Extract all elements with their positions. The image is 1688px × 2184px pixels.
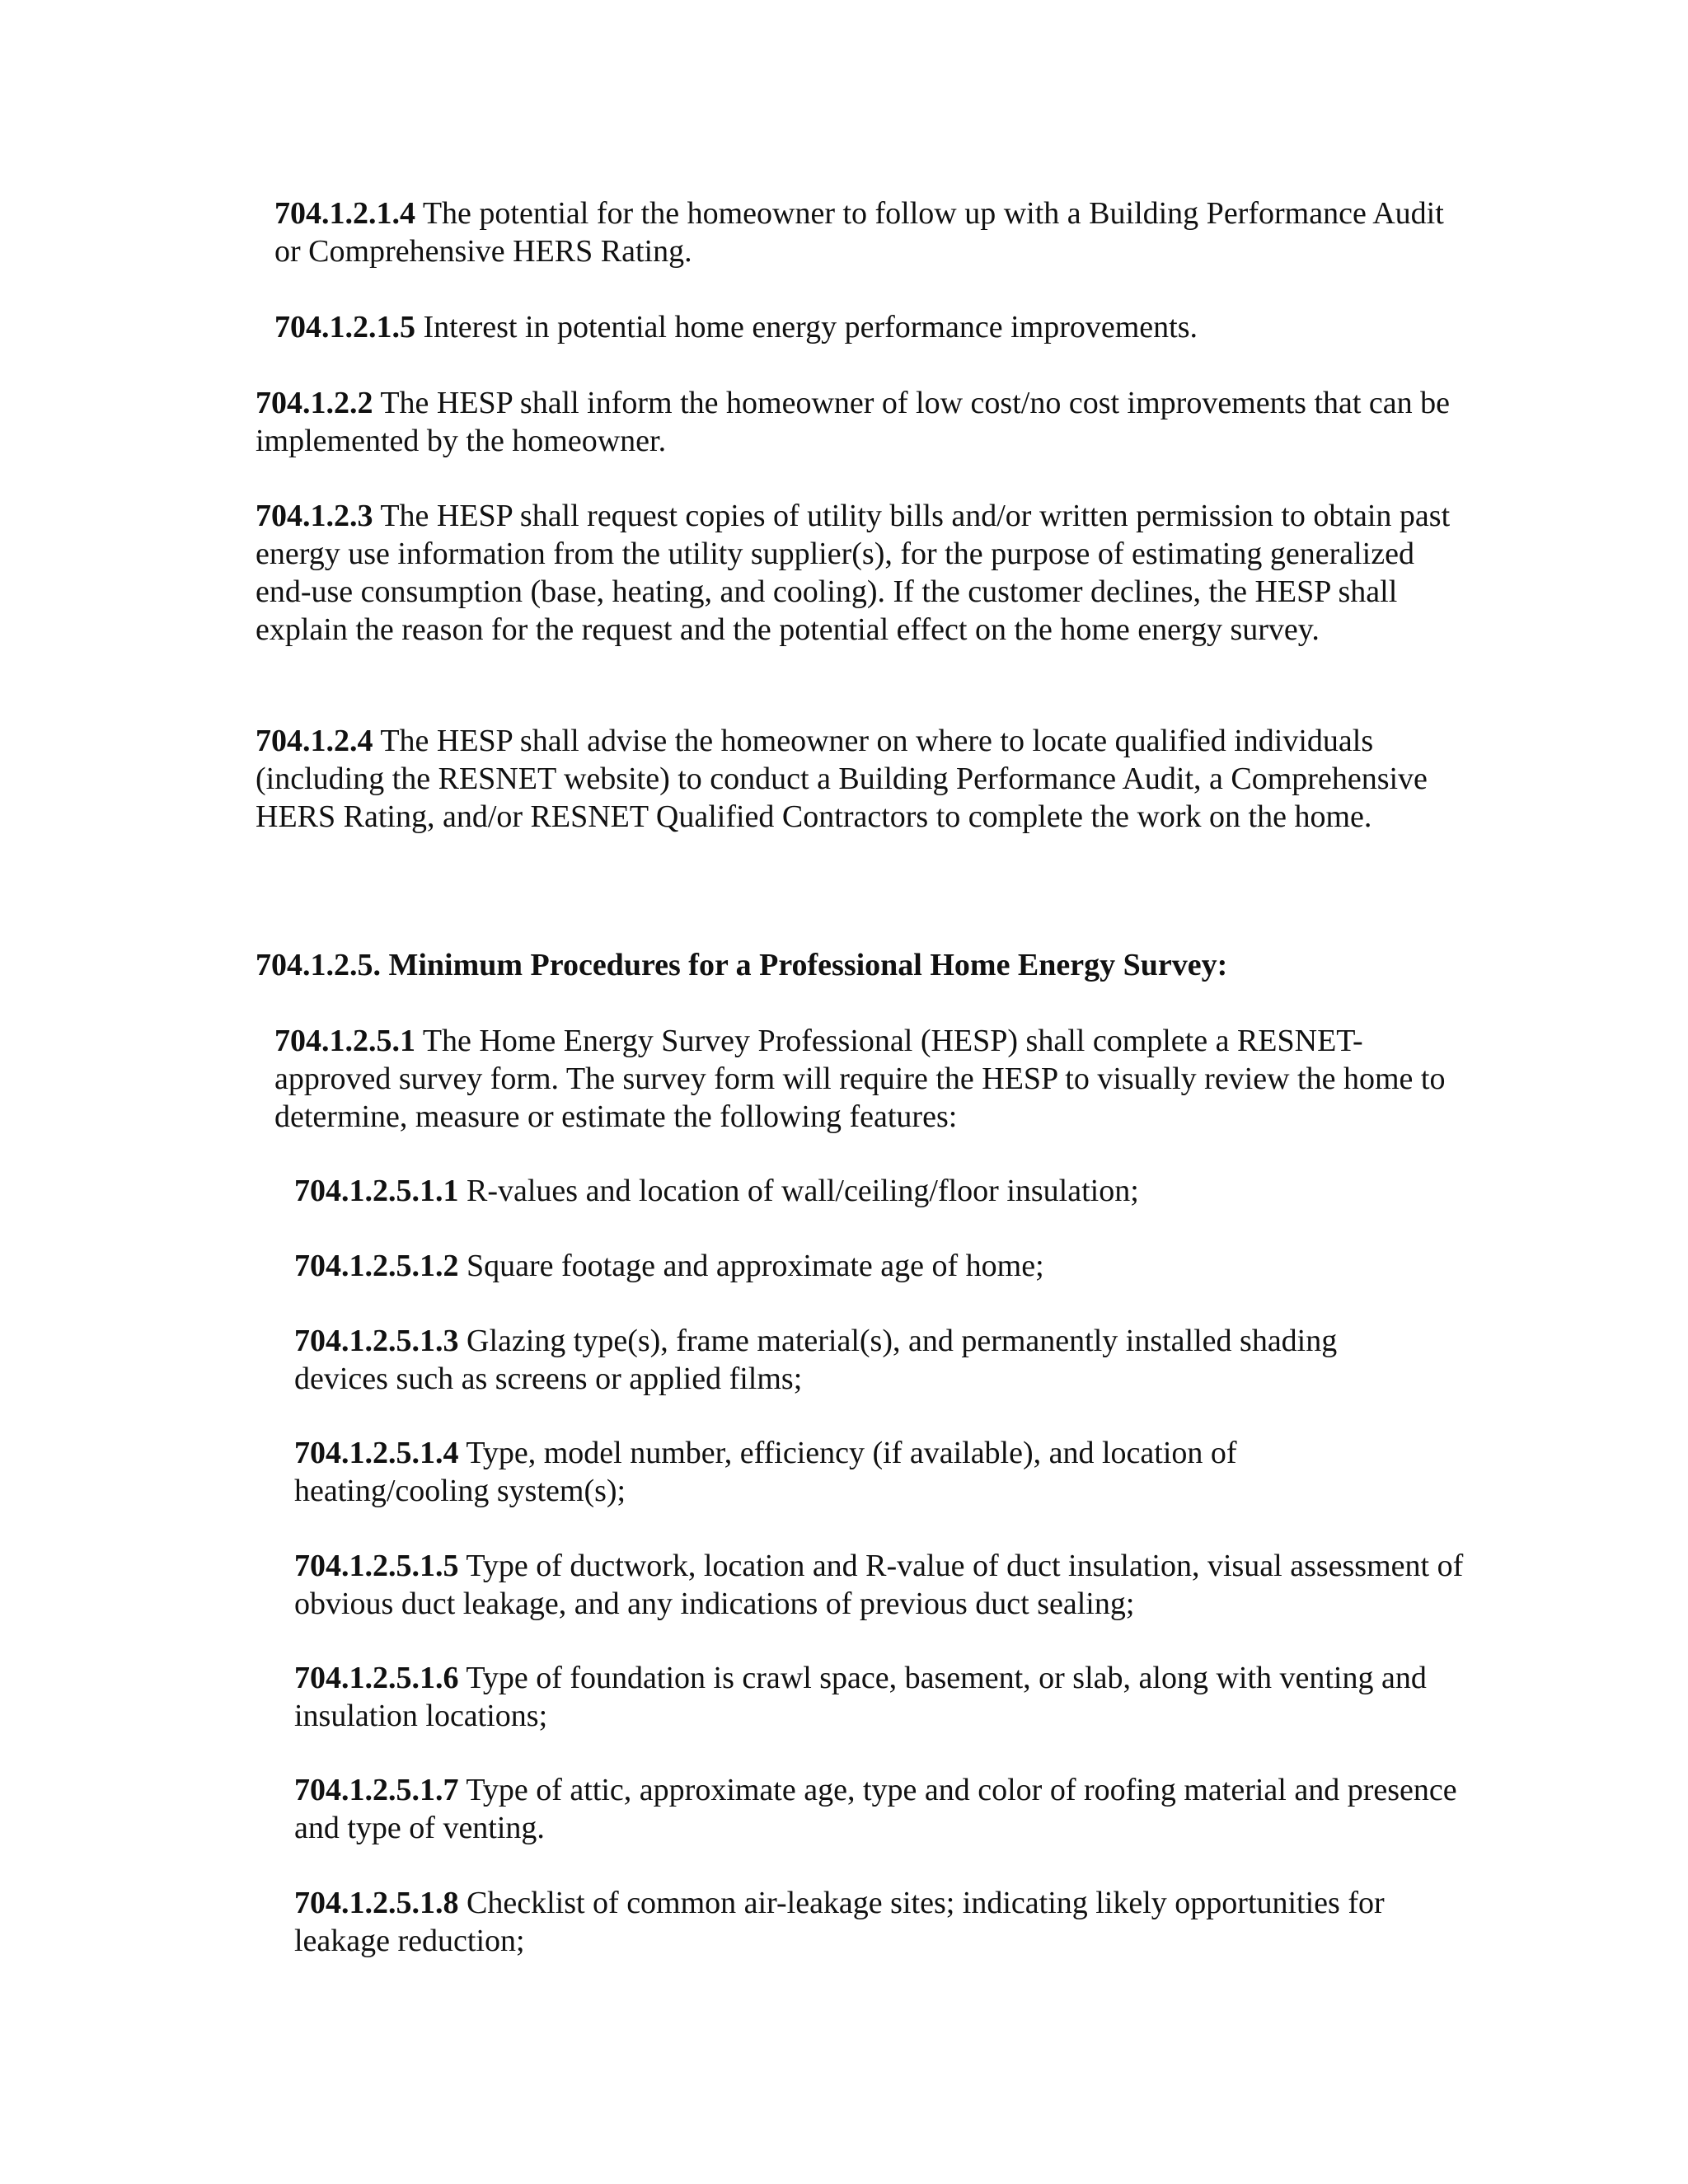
paragraph-704-1-2-5-1-6 xyxy=(294,1659,1465,1735)
paragraph-text: Checklist of common air-leakage sites; indicating likely opportunities for leakage reduction; xyxy=(294,1886,1385,1958)
paragraph-text: Type of ductwork, location and R-value of duct insulation, visual assessment of obvious duct leakage, and any indications of previous duct sealing; xyxy=(294,1549,1464,1621)
paragraph-704-1-2-2 xyxy=(256,384,1475,460)
paragraph-text: Type of attic, approximate age, type and color of roofing material and presence and type of venting. xyxy=(294,1773,1457,1845)
paragraph-704-1-2-5-1 xyxy=(274,1022,1475,1136)
paragraph-704-1-2-1-5 xyxy=(274,308,1475,346)
paragraph-text: The HESP shall advise the homeowner on where to locate qualified individuals (including the RESNET website) to conduct a Building Performance Audit, a Comprehensive HERS Rating, and/or RESNET Qualified Contractors to complete the work on the home. xyxy=(256,724,1428,834)
section-number: 704.1.2.4 xyxy=(256,724,373,758)
paragraph-704-1-2-4 xyxy=(256,722,1475,836)
section-number: 704.1.2.2 xyxy=(256,386,373,420)
paragraph-704-1-2-5-1-5 xyxy=(294,1547,1465,1623)
paragraph-text: Square footage and approximate age of home; xyxy=(458,1249,1044,1283)
paragraph-text: Interest in potential home energy performance improvements. xyxy=(415,310,1198,344)
section-number: 704.1.2.1.5 xyxy=(274,310,415,344)
section-number: 704.1.2.5.1.5 xyxy=(294,1549,459,1583)
paragraph-text: The potential for the homeowner to follow up with a Building Performance Audit or Comprehensive HERS Rating. xyxy=(274,196,1444,269)
paragraph-704-1-2-5-1-4 xyxy=(294,1434,1325,1510)
paragraph-text: The HESP shall inform the homeowner of low cost/no cost improvements that can be implemented by the homeowner. xyxy=(256,386,1451,458)
section-number: 704.1.2.5.1 xyxy=(274,1024,415,1058)
paragraph-text: Type of foundation is crawl space, basement, or slab, along with venting and insulation locations; xyxy=(294,1661,1427,1733)
section-number: 704.1.2.5.1.1 xyxy=(294,1174,459,1208)
section-heading-text: 704.1.2.5. Minimum Procedures for a Professional Home Energy Survey: xyxy=(256,948,1228,982)
paragraph-704-1-2-5-1-3 xyxy=(294,1322,1390,1398)
paragraph-text: The HESP shall request copies of utility bills and/or written permission to obtain past energy use information from the utility supplier(s), for the purpose of estimating generalized end-use consumption (base, heating, and cooling). If the customer declines, the HESP shall explain the reason for the request and the potential effect on the home energy survey. xyxy=(256,499,1451,647)
section-number: 704.1.2.5.1.3 xyxy=(294,1324,459,1358)
section-number: 704.1.2.5.1.4 xyxy=(294,1436,459,1470)
section-number: 704.1.2.5.1.7 xyxy=(294,1773,459,1807)
section-number: 704.1.2.5.1.8 xyxy=(294,1886,459,1920)
paragraph-704-1-2-3 xyxy=(256,497,1475,649)
paragraph-704-1-2-5-1-8 xyxy=(294,1884,1465,1960)
section-number: 704.1.2.5.1.6 xyxy=(294,1661,459,1695)
paragraph-704-1-2-5-1-1 xyxy=(294,1172,1475,1210)
section-number: 704.1.2.3 xyxy=(256,499,373,533)
paragraph-704-1-2-1-4 xyxy=(274,194,1453,270)
section-heading xyxy=(256,946,1475,984)
section-number: 704.1.2.5.1.2 xyxy=(294,1249,459,1283)
paragraph-text: R-values and location of wall/ceiling/floor insulation; xyxy=(458,1174,1139,1208)
paragraph-text: The Home Energy Survey Professional (HESP) shall complete a RESNET-approved survey form. The survey form will require the HESP to visually review the home to determine, measure or estimate the following features: xyxy=(274,1024,1446,1134)
paragraph-text: Type, model number, efficiency (if available), and location of heating/cooling system(s); xyxy=(294,1436,1237,1508)
paragraph-704-1-2-5-1-7 xyxy=(294,1771,1475,1847)
paragraph-704-1-2-5-1-2 xyxy=(294,1247,1475,1285)
paragraph-text: Glazing type(s), frame material(s), and permanently installed shading devices such as screens or applied films; xyxy=(294,1324,1338,1396)
section-number: 704.1.2.1.4 xyxy=(274,196,415,231)
